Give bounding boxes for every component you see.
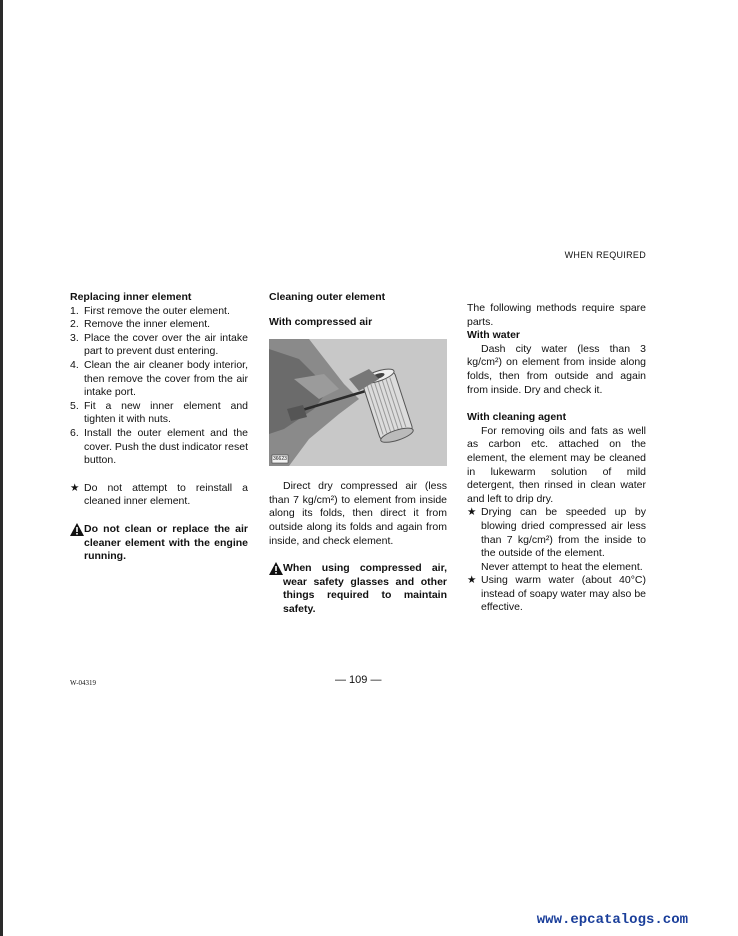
star-icon: ★ xyxy=(70,481,80,494)
page-edge-border xyxy=(0,0,3,936)
note-drying-body xyxy=(481,506,646,574)
section-title-cleaning-outer: Cleaning outer element xyxy=(269,291,386,303)
step-number: 2. xyxy=(70,318,79,331)
note-warm-water xyxy=(467,574,646,615)
subtitle-with-water: With water xyxy=(467,329,520,342)
warning-icon xyxy=(269,562,283,616)
note-drying xyxy=(467,506,646,574)
intro-text: The following methods require spare parts. xyxy=(467,302,646,328)
document-reference: W-04319 xyxy=(70,679,97,687)
step-number: 3. xyxy=(70,331,79,344)
step-number: 6. xyxy=(70,426,79,439)
column-replacing-inner xyxy=(70,291,248,564)
warning-text: When using compressed air, wear safety glasses and other things required to maintain safety. xyxy=(283,562,447,615)
warning-text: Do not clean or replace the air cleaner element with the engine running. xyxy=(84,522,248,563)
list-item xyxy=(70,427,248,468)
note-text: Using warm water (about 40°C) instead of soapy water may also be effective. xyxy=(481,574,646,614)
photo-label: 36623 xyxy=(273,456,287,463)
paragraph-with-water: Dash city water (less than 3 kg/cm²) on element from inside along folds, then from outside and again from inside. Dry and check it. xyxy=(467,342,646,396)
step-text: Place the cover over the air intake part to prevent dust entering. xyxy=(84,331,248,358)
note-text-heat: Never attempt to heat the element. xyxy=(481,560,643,573)
column-cleaning-outer xyxy=(269,291,447,617)
note-reinstall xyxy=(70,482,248,509)
steps-list xyxy=(70,305,248,468)
step-text: Remove the inner element. xyxy=(84,318,211,331)
step-number: 1. xyxy=(70,304,79,317)
star-icon: ★ xyxy=(467,574,477,587)
list-item xyxy=(70,400,248,427)
paragraph-cleaning-agent: For removing oils and fats as well as carbon etc. attached on the element, the element may be cleaned in lukewarm solution of mild detergent, then rinsed in clean water and left to drip dry. xyxy=(467,424,646,505)
watermark-url[interactable]: www.epcatalogs.com xyxy=(536,912,688,928)
page-number: — 109 — xyxy=(335,674,382,686)
section-header: WHEN REQUIRED xyxy=(564,250,646,260)
step-text: Fit a new inner element and tighten it with nuts. xyxy=(84,399,248,426)
note-text: Do not attempt to reinstall a cleaned inner element. xyxy=(84,481,248,508)
step-text: Install the outer element and the cover. Push the dust indicator reset button. xyxy=(84,426,249,467)
step-text: First remove the outer element. xyxy=(84,304,230,317)
warning-icon xyxy=(70,523,84,564)
step-number: 4. xyxy=(70,358,79,371)
warning-engine-running xyxy=(70,523,248,564)
list-item xyxy=(70,318,248,332)
photo-cleaning-element xyxy=(269,339,447,466)
step-number: 5. xyxy=(70,399,79,412)
warning-safety-glasses xyxy=(269,562,447,616)
paragraph-compressed-air: Direct dry compressed air (less than 7 kg/cm²) to element from inside along its folds, then direct it from outside along its folds and again from inside, and check element. xyxy=(269,480,447,547)
column-methods xyxy=(467,302,646,615)
star-icon: ★ xyxy=(467,506,477,519)
section-title-replacing-inner: Replacing inner element xyxy=(70,291,192,303)
step-text: Clean the air cleaner body interior, then remove the cover from the air intake port. xyxy=(84,358,248,399)
list-item xyxy=(70,332,248,359)
subtitle-compressed-air: With compressed air xyxy=(269,315,373,328)
note-text: Drying can be speeded up by blowing dried compressed air less than 7 kg/cm²) from the inside to the outside of the element. xyxy=(481,506,646,560)
subtitle-cleaning-agent: With cleaning agent xyxy=(467,411,567,424)
list-item xyxy=(70,305,248,319)
list-item xyxy=(70,359,248,400)
